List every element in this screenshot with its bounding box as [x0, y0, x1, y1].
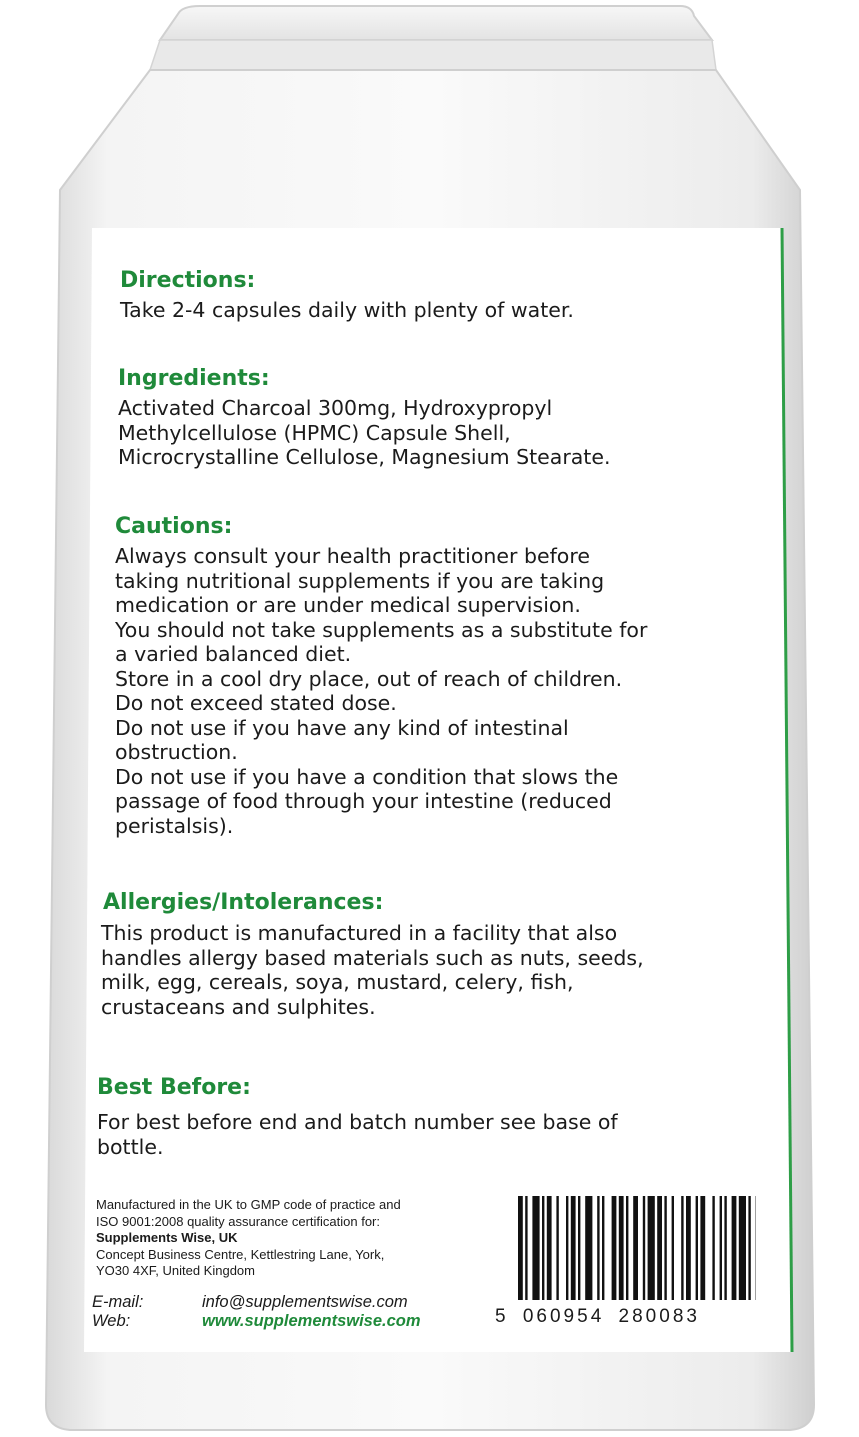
best-before-line: bottle.: [97, 1134, 164, 1159]
cautions-line: obstruction.: [115, 740, 238, 764]
ingredients-line: Activated Charcoal 300mg, Hydroxypropyl: [118, 396, 553, 420]
barcode-bar: [547, 1196, 552, 1300]
directions-text: [120, 298, 574, 323]
barcode-bar: [686, 1196, 691, 1300]
barcode-bar: [532, 1196, 539, 1300]
barcode-group-2: 280083: [618, 1306, 700, 1327]
cautions-line: Do not exceed stated dose.: [115, 691, 397, 715]
barcode-number: [495, 1306, 700, 1328]
address-line: YO30 4XF, United Kingdom: [96, 1263, 255, 1278]
barcode-bar: [571, 1196, 576, 1300]
cautions-line: passage of food through your intestine (reduced: [115, 789, 612, 813]
barcode-bar: [612, 1196, 617, 1300]
barcode-bar: [681, 1196, 683, 1300]
barcode-bar: [566, 1196, 568, 1300]
cautions-heading: Cautions:: [115, 514, 233, 539]
cautions-line: Do not use if you have any kind of intestinal: [115, 715, 569, 740]
allergies-heading: Allergies/Intolerances:: [103, 890, 384, 915]
ingredients-line: Microcrystalline Cellulose, Magnesium Stearate.: [118, 445, 611, 469]
barcode-bar: [602, 1196, 604, 1300]
cautions-line: peristalsis).: [115, 813, 234, 838]
barcode-bar: [664, 1196, 666, 1300]
best-before-line: For best before end and batch number see base of: [97, 1110, 618, 1134]
web-row: [92, 1312, 421, 1331]
barcode-bar: [542, 1196, 544, 1300]
web-value[interactable]: www.supplementswise.com: [202, 1312, 421, 1330]
barcode-bar: [619, 1196, 624, 1300]
cautions-line: taking nutritional supplements if you are taking: [115, 568, 605, 593]
barcode-bar: [597, 1196, 599, 1300]
email-label: E-mail:: [92, 1293, 144, 1311]
cautions-text: [115, 544, 647, 838]
barcode-bar: [525, 1196, 527, 1300]
barcode-bar: [643, 1196, 645, 1300]
barcode-first-digit: 5: [495, 1306, 509, 1327]
manufacturer-line: ISO 9001:2008 quality assurance certification for:: [96, 1213, 380, 1229]
barcode-bar: [518, 1196, 523, 1300]
barcode-bar: [720, 1196, 722, 1300]
allergies-line: This product is manufactured in a facility that also: [101, 921, 618, 945]
best-before-text: [97, 1110, 618, 1159]
barcode-group-1: 060954: [522, 1306, 605, 1327]
barcode: [518, 1196, 756, 1300]
barcode-bar: [585, 1196, 592, 1300]
address-line: Concept Business Centre, Kettlestring Lane, York,: [96, 1246, 385, 1262]
barcode-bar: [556, 1196, 558, 1300]
allergies-text: [101, 921, 644, 1019]
ingredients-text: [118, 396, 610, 470]
company-name: Supplements Wise, UK: [96, 1230, 238, 1245]
barcode-bar: [633, 1196, 638, 1300]
directions-line: Take 2-4 capsules daily with plenty of water.: [120, 298, 574, 322]
cautions-line: medication or are under medical supervision.: [115, 593, 581, 617]
web-label: Web:: [92, 1312, 131, 1330]
barcode-bar: [724, 1196, 726, 1300]
barcode-bar: [748, 1196, 750, 1300]
ingredients-heading: Ingredients:: [118, 366, 270, 391]
barcode-bar: [626, 1196, 628, 1300]
email-value[interactable]: info@supplementswise.com: [202, 1293, 408, 1311]
ingredients-line: Methylcellulose (HPMC) Capsule Shell,: [118, 420, 511, 445]
cautions-line: a varied balanced diet.: [115, 642, 352, 666]
allergies-line: handles allergy based materials such as nuts, seeds,: [101, 945, 644, 970]
cautions-line: Always consult your health practitioner before: [115, 544, 590, 568]
cautions-line: Store in a cool dry place, out of reach of children.: [115, 666, 623, 691]
barcode-bar: [700, 1196, 705, 1300]
barcode-bar: [739, 1196, 746, 1300]
allergies-line: crustaceans and sulphites.: [101, 994, 376, 1019]
best-before-heading: Best Before:: [97, 1075, 251, 1100]
barcode-bar: [732, 1196, 737, 1300]
directions-heading: Directions:: [120, 268, 256, 293]
barcode-bar: [578, 1196, 580, 1300]
barcode-bar: [672, 1196, 674, 1300]
barcode-bar: [712, 1196, 714, 1300]
cautions-line: You should not take supplements as a substitute for: [115, 617, 648, 642]
barcode-bar: [657, 1196, 662, 1300]
barcode-bar: [696, 1196, 698, 1300]
manufacturer-line: Manufactured in the UK to GMP code of practice and: [96, 1197, 401, 1212]
manufacturer-info: [96, 1197, 401, 1280]
allergies-line: milk, egg, cereals, soya, mustard, celery, fish,: [101, 970, 574, 994]
email-row: [92, 1293, 408, 1312]
cautions-line: Do not use if you have a condition that slows the: [115, 764, 619, 789]
barcode-bar: [648, 1196, 655, 1300]
